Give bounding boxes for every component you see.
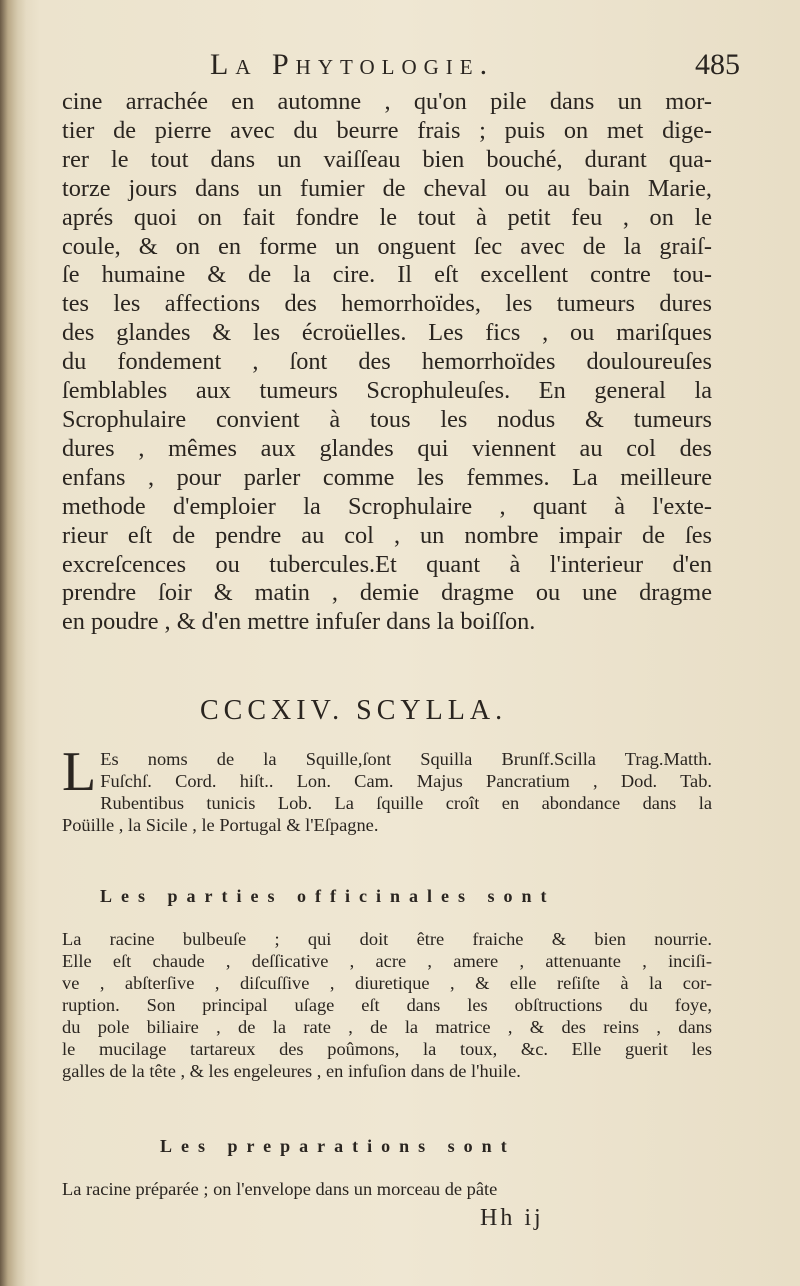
- text-line: des glandes & les écroüelles. Les fics , ou mariſques: [62, 319, 712, 347]
- text-line: en poudre , & d'en mettre infuſer dans la boiſſon.: [62, 608, 536, 636]
- text-line: ſe humaine & de la cire. Il eſt excellent contre tou-: [62, 261, 712, 289]
- text-line: excreſcences ou tubercules.Et quant à l'interieur d'en: [62, 550, 712, 578]
- text-line: enfans , pour parler comme les femmes. La meilleure: [62, 463, 712, 491]
- text-line: du fondement , ſont des hemorrhoïdes douloureuſes: [62, 348, 712, 376]
- text-line: tes les affections des hemorrhoïdes, les tumeurs dures: [62, 290, 712, 318]
- text-line: ruption. Son principal uſage eſt dans les obſtructions du foye,: [62, 995, 712, 1015]
- text-line: Fuſchſ. Cord. hiſt.. Lon. Cam. Majus Pancratium , Dod. Tab.: [100, 771, 712, 791]
- names-paragraph: [62, 741, 712, 836]
- preparations-heading: Les preparations sont: [160, 1136, 516, 1156]
- text-line: torze jours dans un fumier de cheval ou au bain Marie,: [62, 174, 712, 202]
- text-line: prendre ſoir & matin , demie dragme ou une dragme: [62, 579, 712, 607]
- text-line: Es noms de la Squille,ſont Squilla Brunſf.Scilla Trag.Matth.: [100, 749, 712, 769]
- text-line: coule, & on en forme un onguent ſec avec de la graiſ-: [62, 232, 712, 260]
- text-line: le mucilage tartareux des poûmons, la toux, &c. Elle guerit les: [62, 1039, 712, 1059]
- text-line: aprés quoi on fait fondre le tout à petit feu , on le: [62, 203, 712, 231]
- book-binding-shadow: [0, 0, 26, 1286]
- text-line: La racine bulbeuſe ; qui doit être fraiche & bien nourrie.: [62, 929, 712, 949]
- section-title: CCCXIV. SCYLLA.: [200, 695, 508, 726]
- text-line: La racine préparée ; on l'envelope dans un morceau de pâte: [62, 1179, 498, 1199]
- preparations-paragraph: [62, 1178, 712, 1200]
- text-line: du pole biliaire , de la rate , de la matrice , & des reins , dans: [62, 1017, 712, 1037]
- text-line: methode d'emploier la Scrophulaire , quant à l'exte-: [62, 492, 712, 520]
- running-header: [200, 48, 740, 92]
- header-title: La Phytologie.: [210, 48, 495, 81]
- text-line: ſemblables aux tumeurs Scrophuleuſes. En general la: [62, 377, 712, 405]
- text-line: Elle eſt chaude , deſſicative , acre , amere , attenuante , inciſi-: [62, 951, 712, 971]
- text-line: Scrophulaire convient à tous les nodus & tumeurs: [62, 405, 712, 433]
- text-line: cine arrachée en automne , qu'on pile dans un mor-: [62, 88, 712, 115]
- text-line: Rubentibus tunicis Lob. La ſquille croît en abondance dans la: [100, 793, 712, 813]
- text-line: tier de pierre avec du beurre frais ; puis on met dige-: [62, 116, 712, 144]
- page-number: 485: [695, 48, 740, 81]
- text-line: ve , abſterſive , diſcuſſive , diuretique , & elle reſiſte à la cor-: [62, 973, 712, 993]
- text-line: Poüille , la Sicile , le Portugal & l'Eſpagne.: [62, 815, 379, 835]
- text-line: rer le tout dans un vaiſſeau bien bouché, durant qua-: [62, 145, 712, 173]
- drop-cap: L: [62, 741, 97, 803]
- main-paragraph: [62, 88, 712, 637]
- signature-mark: Hh ij: [480, 1205, 544, 1231]
- parts-heading: Les parties officinales sont: [100, 886, 556, 906]
- text-line: galles de la tête , & les engeleures , en infuſion dans de l'huile.: [62, 1061, 521, 1081]
- text-line: rieur eſt de pendre au col , un nombre impair de ſes: [62, 521, 712, 549]
- parts-paragraph: [62, 928, 712, 1082]
- text-line: dures , mêmes aux glandes qui viennent au col des: [62, 434, 712, 462]
